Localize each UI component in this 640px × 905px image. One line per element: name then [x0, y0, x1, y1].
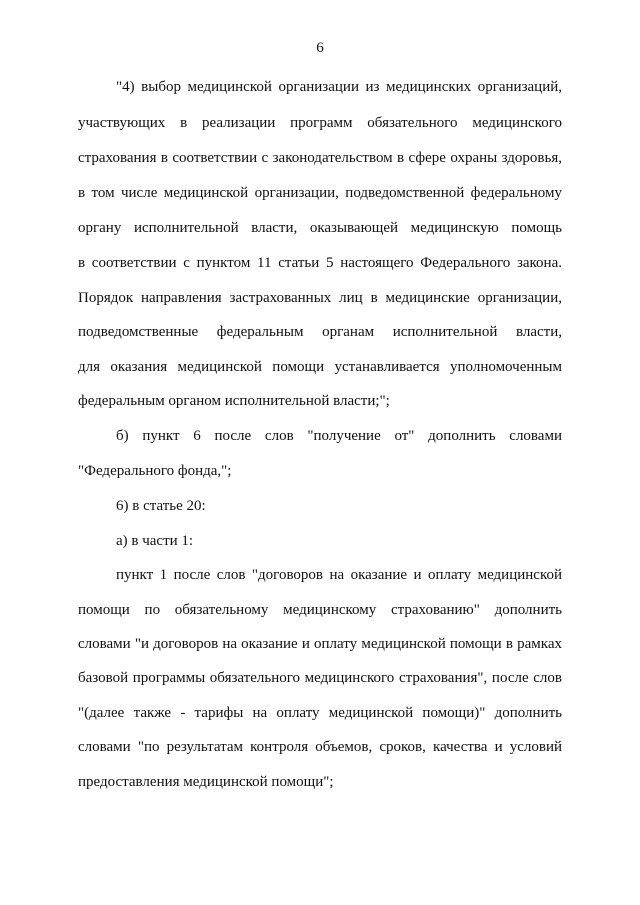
- text-line: б) пункт 6 после слов "получение от" дополнить словами: [116, 428, 562, 444]
- text-line: словами "и договоров на оказание и оплату медицинской помощи в рамках: [78, 636, 562, 652]
- text-line: подведомственные федеральным органам исполнительной власти,: [78, 324, 562, 340]
- text-line: помощи по обязательному медицинскому страхованию" дополнить: [78, 602, 562, 618]
- text-line: словами "по результатам контроля объемов, сроков, качества и условий: [78, 739, 562, 755]
- text-line: страхования в соответствии с законодательством в сфере охраны здоровья,: [78, 150, 562, 166]
- text-line: пункт 1 после слов "договоров на оказание и оплату медицинской: [116, 567, 562, 583]
- text-line: предоставления медицинской помощи";: [78, 774, 334, 790]
- text-line: в том числе медицинской организации, подведомственной федеральному: [78, 185, 562, 201]
- text-line: базовой программы обязательного медицинского страхования", после слов: [78, 670, 562, 686]
- text-line: федеральным органом исполнительной власти;";: [78, 393, 390, 409]
- text-line: органу исполнительной власти, оказывающей медицинскую помощь: [78, 220, 562, 236]
- text-line: Порядок направления застрахованных лиц в медицинские организации,: [78, 290, 562, 306]
- text-line: 6) в статье 20:: [116, 498, 206, 514]
- text-line: для оказания медицинской помощи устанавливается уполномоченным: [78, 359, 562, 375]
- text-line: "4) выбор медицинской организации из медицинских организаций,: [116, 79, 562, 95]
- text-line: а) в части 1:: [116, 533, 194, 549]
- text-line: в соответствии с пунктом 11 статьи 5 настоящего Федерального закона.: [78, 255, 562, 271]
- text-line: "(далее также - тарифы на оплату медицинской помощи)" дополнить: [78, 705, 562, 721]
- text-line: участвующих в реализации программ обязательного медицинского: [78, 115, 562, 131]
- page-number: 6: [316, 40, 324, 56]
- text-line: "Федерального фонда,";: [78, 463, 232, 479]
